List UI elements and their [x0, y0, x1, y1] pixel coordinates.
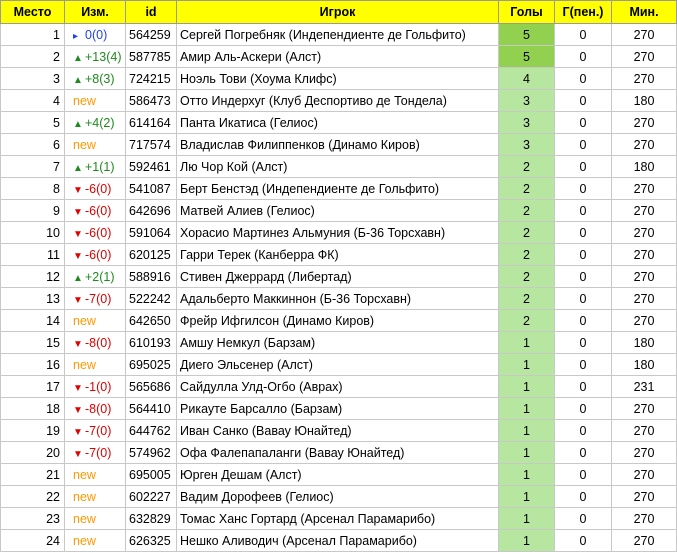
cell-id: 695005	[126, 464, 177, 486]
cell-player[interactable]: Сергей Погребняк (Индепендиенте де Гольфито)	[177, 24, 499, 46]
cell-penalties: 0	[555, 134, 612, 156]
cell-player[interactable]: Адальберто Маккиннон (Б-36 Торсхавн)	[177, 288, 499, 310]
cell-goals: 1	[499, 508, 555, 530]
change-value: -6(0)	[85, 225, 112, 240]
cell-minutes: 270	[612, 464, 677, 486]
cell-player[interactable]: Нешко Аливодич (Арсенал Парамарибо)	[177, 530, 499, 552]
table-row[interactable]	[1, 332, 677, 354]
table-row[interactable]	[1, 288, 677, 310]
cell-id: 522242	[126, 288, 177, 310]
cell-penalties: 0	[555, 332, 612, 354]
cell-id: 565686	[126, 376, 177, 398]
cell-pos: 16	[1, 354, 65, 376]
cell-minutes: 270	[612, 530, 677, 552]
cell-minutes: 270	[612, 200, 677, 222]
cell-id: 564259	[126, 24, 177, 46]
cell-minutes: 270	[612, 420, 677, 442]
cell-id: 644762	[126, 420, 177, 442]
change-value: -6(0)	[85, 247, 112, 262]
cell-pos: 15	[1, 332, 65, 354]
cell-change	[65, 68, 126, 90]
cell-id: 614164	[126, 112, 177, 134]
change-value: new	[73, 511, 96, 526]
cell-player[interactable]: Берт Бенстэд (Индепендиенте де Гольфито)	[177, 178, 499, 200]
cell-id: 602227	[126, 486, 177, 508]
table-row[interactable]	[1, 112, 677, 134]
triangle-down-icon: ▼	[73, 404, 83, 416]
cell-pos: 9	[1, 200, 65, 222]
cell-goals: 3	[499, 134, 555, 156]
cell-penalties: 0	[555, 420, 612, 442]
cell-minutes: 270	[612, 266, 677, 288]
cell-player[interactable]: Ноэль Тови (Хоума Клифс)	[177, 68, 499, 90]
cell-player[interactable]: Владислав Филиппенков (Динамо Киров)	[177, 134, 499, 156]
cell-change	[65, 112, 126, 134]
cell-goals: 1	[499, 376, 555, 398]
cell-pos: 5	[1, 112, 65, 134]
cell-minutes: 270	[612, 398, 677, 420]
triangle-down-icon: ▼	[73, 426, 83, 438]
cell-goals: 1	[499, 464, 555, 486]
cell-change	[65, 530, 126, 552]
cell-id: 626325	[126, 530, 177, 552]
cell-change	[65, 508, 126, 530]
cell-penalties: 0	[555, 266, 612, 288]
cell-change	[65, 178, 126, 200]
cell-minutes: 270	[612, 244, 677, 266]
header-player[interactable]: Игрок	[177, 1, 499, 24]
cell-penalties: 0	[555, 90, 612, 112]
cell-pos: 7	[1, 156, 65, 178]
table-row[interactable]	[1, 90, 677, 112]
cell-id: 610193	[126, 332, 177, 354]
triangle-down-icon: ▼	[73, 184, 83, 196]
cell-pos: 2	[1, 46, 65, 68]
change-value: -8(0)	[85, 335, 112, 350]
change-value: -6(0)	[85, 203, 112, 218]
cell-change	[65, 134, 126, 156]
table-row[interactable]	[1, 134, 677, 156]
cell-player[interactable]: Хорасио Мартинез Альмуния (Б-36 Торсхавн)	[177, 222, 499, 244]
header-minutes[interactable]: Мин.	[612, 1, 677, 24]
triangle-down-icon: ▼	[73, 228, 83, 240]
cell-minutes: 180	[612, 354, 677, 376]
change-value: +8(3)	[85, 71, 115, 86]
cell-change	[65, 244, 126, 266]
cell-change	[65, 288, 126, 310]
cell-goals: 5	[499, 24, 555, 46]
cell-minutes: 180	[612, 156, 677, 178]
cell-change	[65, 354, 126, 376]
cell-goals: 3	[499, 90, 555, 112]
table-row[interactable]	[1, 508, 677, 530]
cell-goals: 2	[499, 200, 555, 222]
cell-id: 591064	[126, 222, 177, 244]
cell-pos: 24	[1, 530, 65, 552]
change-value: 0(0)	[85, 27, 108, 42]
change-value: -6(0)	[85, 181, 112, 196]
cell-penalties: 0	[555, 508, 612, 530]
cell-player[interactable]: Гарри Терек (Канберра ФК)	[177, 244, 499, 266]
cell-change	[65, 442, 126, 464]
cell-goals: 1	[499, 354, 555, 376]
cell-id: 632829	[126, 508, 177, 530]
table-row[interactable]	[1, 310, 677, 332]
cell-pos: 23	[1, 508, 65, 530]
table-row[interactable]	[1, 464, 677, 486]
table-row[interactable]	[1, 68, 677, 90]
cell-goals: 2	[499, 178, 555, 200]
cell-minutes: 270	[612, 112, 677, 134]
cell-minutes: 180	[612, 332, 677, 354]
cell-pos: 19	[1, 420, 65, 442]
cell-pos: 21	[1, 464, 65, 486]
cell-change	[65, 266, 126, 288]
triangle-down-icon: ▼	[73, 250, 83, 262]
cell-penalties: 0	[555, 24, 612, 46]
cell-minutes: 270	[612, 222, 677, 244]
change-value: -7(0)	[85, 291, 112, 306]
change-value: -7(0)	[85, 423, 112, 438]
cell-minutes: 270	[612, 46, 677, 68]
cell-pos: 17	[1, 376, 65, 398]
cell-change	[65, 464, 126, 486]
header-pos[interactable]: Место	[1, 1, 65, 24]
change-value: new	[73, 533, 96, 548]
cell-goals: 1	[499, 332, 555, 354]
triangle-up-icon: ▲	[73, 162, 83, 174]
change-value: +13(4)	[85, 49, 122, 64]
cell-change	[65, 222, 126, 244]
cell-change	[65, 156, 126, 178]
cell-minutes: 270	[612, 134, 677, 156]
header-penalties[interactable]: Г(пен.)	[555, 1, 612, 24]
cell-change	[65, 46, 126, 68]
cell-goals: 2	[499, 222, 555, 244]
table-row[interactable]	[1, 376, 677, 398]
cell-goals: 2	[499, 244, 555, 266]
change-value: +4(2)	[85, 115, 115, 130]
cell-minutes: 270	[612, 508, 677, 530]
table-row[interactable]	[1, 266, 677, 288]
cell-penalties: 0	[555, 398, 612, 420]
cell-change	[65, 310, 126, 332]
cell-penalties: 0	[555, 530, 612, 552]
table-row[interactable]	[1, 420, 677, 442]
triangle-down-icon: ▼	[73, 294, 83, 306]
cell-penalties: 0	[555, 112, 612, 134]
change-value: +1(1)	[85, 159, 115, 174]
cell-penalties: 0	[555, 486, 612, 508]
cell-player[interactable]: Матвей Алиев (Гелиос)	[177, 200, 499, 222]
header-row	[1, 1, 677, 24]
triangle-down-icon: ▼	[73, 338, 83, 350]
triangle-up-icon: ▲	[73, 52, 83, 64]
cell-player[interactable]: Рикауте Барсалло (Барзам)	[177, 398, 499, 420]
cell-player[interactable]: Амир Аль-Аскери (Алст)	[177, 46, 499, 68]
change-value: -1(0)	[85, 379, 112, 394]
cell-change	[65, 332, 126, 354]
cell-penalties: 0	[555, 464, 612, 486]
cell-id: 695025	[126, 354, 177, 376]
cell-id: 642650	[126, 310, 177, 332]
cell-goals: 1	[499, 486, 555, 508]
cell-pos: 3	[1, 68, 65, 90]
cell-penalties: 0	[555, 442, 612, 464]
cell-player[interactable]: Сайдулла Улд-Огбо (Аврах)	[177, 376, 499, 398]
cell-minutes: 270	[612, 24, 677, 46]
cell-goals: 3	[499, 112, 555, 134]
cell-penalties: 0	[555, 244, 612, 266]
cell-pos: 10	[1, 222, 65, 244]
cell-player[interactable]: Офа Фалепапаланги (Вавау Юнайтед)	[177, 442, 499, 464]
cell-id: 574962	[126, 442, 177, 464]
cell-minutes: 270	[612, 68, 677, 90]
cell-pos: 8	[1, 178, 65, 200]
cell-player[interactable]: Иван Санко (Вавау Юнайтед)	[177, 420, 499, 442]
table-row[interactable]	[1, 222, 677, 244]
cell-change	[65, 90, 126, 112]
cell-change	[65, 420, 126, 442]
cell-id: 592461	[126, 156, 177, 178]
cell-player[interactable]: Юрген Дешам (Алст)	[177, 464, 499, 486]
triangle-down-icon: ▼	[73, 382, 83, 394]
cell-change	[65, 398, 126, 420]
triangle-up-icon: ▲	[73, 118, 83, 130]
cell-pos: 4	[1, 90, 65, 112]
cell-pos: 18	[1, 398, 65, 420]
cell-minutes: 270	[612, 486, 677, 508]
cell-pos: 6	[1, 134, 65, 156]
change-value: new	[73, 313, 96, 328]
cell-player[interactable]: Лю Чор Кой (Алст)	[177, 156, 499, 178]
cell-id: 586473	[126, 90, 177, 112]
cell-id: 587785	[126, 46, 177, 68]
cell-player[interactable]: Фрейр Ифгилсон (Динамо Киров)	[177, 310, 499, 332]
triangle-up-icon: ▲	[73, 272, 83, 284]
cell-change	[65, 376, 126, 398]
cell-player[interactable]: Стивен Джеррард (Либертад)	[177, 266, 499, 288]
cell-id: 620125	[126, 244, 177, 266]
cell-minutes: 270	[612, 442, 677, 464]
table-row[interactable]	[1, 200, 677, 222]
cell-id: 642696	[126, 200, 177, 222]
cell-penalties: 0	[555, 310, 612, 332]
table-row[interactable]	[1, 486, 677, 508]
cell-pos: 12	[1, 266, 65, 288]
change-value: -8(0)	[85, 401, 112, 416]
triangle-down-icon: ▼	[73, 206, 83, 218]
change-value: new	[73, 467, 96, 482]
cell-goals: 2	[499, 288, 555, 310]
cell-id: 724215	[126, 68, 177, 90]
cell-change	[65, 200, 126, 222]
change-value: -7(0)	[85, 445, 112, 460]
cell-player[interactable]: Амшу Немкул (Барзам)	[177, 332, 499, 354]
table-row[interactable]	[1, 178, 677, 200]
cell-goals: 2	[499, 310, 555, 332]
cell-goals: 1	[499, 530, 555, 552]
cell-minutes: 270	[612, 178, 677, 200]
cell-player[interactable]: Панта Икатиса (Гелиос)	[177, 112, 499, 134]
cell-player[interactable]: Диего Эльсенер (Алст)	[177, 354, 499, 376]
cell-id: 541087	[126, 178, 177, 200]
table-row[interactable]	[1, 24, 677, 46]
cell-penalties: 0	[555, 200, 612, 222]
cell-penalties: 0	[555, 288, 612, 310]
cell-minutes: 270	[612, 288, 677, 310]
change-value: new	[73, 489, 96, 504]
cell-penalties: 0	[555, 68, 612, 90]
cell-penalties: 0	[555, 156, 612, 178]
cell-id: 588916	[126, 266, 177, 288]
change-value: new	[73, 93, 96, 108]
header-change[interactable]: Изм.	[65, 1, 126, 24]
change-value: new	[73, 137, 96, 152]
change-value: +2(1)	[85, 269, 115, 284]
table-row[interactable]	[1, 354, 677, 376]
cell-penalties: 0	[555, 222, 612, 244]
cell-goals: 5	[499, 46, 555, 68]
table-row[interactable]	[1, 156, 677, 178]
triangle-up-icon: ▲	[73, 74, 83, 86]
cell-minutes: 180	[612, 90, 677, 112]
header-id[interactable]: id	[126, 1, 177, 24]
cell-pos: 14	[1, 310, 65, 332]
cell-id: 717574	[126, 134, 177, 156]
table-row[interactable]	[1, 244, 677, 266]
table-body	[1, 24, 677, 552]
cell-pos: 13	[1, 288, 65, 310]
cell-minutes: 270	[612, 310, 677, 332]
table-row[interactable]	[1, 398, 677, 420]
cell-penalties: 0	[555, 46, 612, 68]
cell-penalties: 0	[555, 354, 612, 376]
change-value: new	[73, 357, 96, 372]
play-right-icon: ▸	[73, 30, 79, 42]
cell-penalties: 0	[555, 376, 612, 398]
table-row[interactable]	[1, 530, 677, 552]
cell-pos: 20	[1, 442, 65, 464]
cell-goals: 1	[499, 442, 555, 464]
cell-player[interactable]: Отто Индерхуг (Клуб Деспортиво де Тондела)	[177, 90, 499, 112]
cell-goals: 2	[499, 156, 555, 178]
cell-goals: 2	[499, 266, 555, 288]
cell-minutes: 231	[612, 376, 677, 398]
header-goals[interactable]: Голы	[499, 1, 555, 24]
cell-penalties: 0	[555, 178, 612, 200]
cell-pos: 11	[1, 244, 65, 266]
cell-id: 564410	[126, 398, 177, 420]
cell-pos: 22	[1, 486, 65, 508]
cell-change	[65, 24, 126, 46]
cell-change	[65, 486, 126, 508]
triangle-down-icon: ▼	[73, 448, 83, 460]
cell-goals: 1	[499, 398, 555, 420]
cell-player[interactable]: Вадим Дорофеев (Гелиос)	[177, 486, 499, 508]
cell-pos: 1	[1, 24, 65, 46]
cell-player[interactable]: Томас Ханс Гортард (Арсенал Парамарибо)	[177, 508, 499, 530]
cell-goals: 4	[499, 68, 555, 90]
table-row[interactable]	[1, 442, 677, 464]
cell-goals: 1	[499, 420, 555, 442]
table-row[interactable]	[1, 46, 677, 68]
